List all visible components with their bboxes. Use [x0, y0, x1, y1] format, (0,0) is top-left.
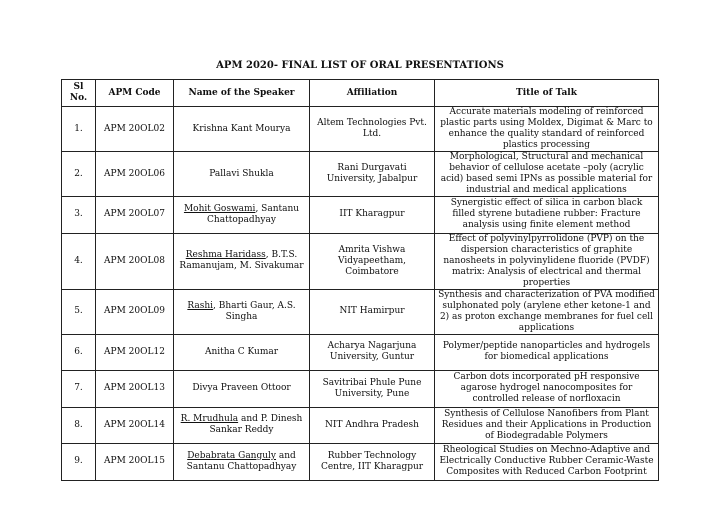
- cell-sl-no: 8.: [62, 407, 96, 444]
- page-title: APM 2020- FINAL LIST OF ORAL PRESENTATIONS: [216, 60, 504, 71]
- cell-title-of-talk: Morphological, Structural and mechanical behavior of cellulose acetate –poly (acrylic acid) based semi IPNs as possible material for industrial and medical applications: [435, 152, 659, 197]
- cell-affiliation: Amrita Vishwa Vidyapeetham, Coimbatore: [310, 233, 435, 289]
- co-authors: Anitha C Kumar: [204, 346, 279, 357]
- cell-title-of-talk: Effect of polyvinylpyrrolidone (PVP) on the dispersion characteristics of graphite nanosheets in polyvinylidene fluoride (PVDF) matrix: Analysis of electrical and thermal properties: [435, 233, 659, 289]
- cell-title-of-talk: Synergistic effect of silica in carbon black filled styrene butadiene rubber: Fracture analysis using finite element method: [435, 197, 659, 234]
- table-row: [62, 107, 659, 152]
- header-apm-code: APM Code: [96, 80, 174, 107]
- cell-speaker: [174, 371, 310, 408]
- cell-affiliation: Altem Technologies Pvt. Ltd.: [310, 107, 435, 152]
- co-authors: Divya Praveen Ottoor: [192, 383, 291, 394]
- co-authors: and Santanu Chattopadhyay: [186, 450, 297, 472]
- cell-title-of-talk: Polymer/peptide nanoparticles and hydrogels for biomedical applications: [435, 334, 659, 371]
- cell-sl-no: 7.: [62, 371, 96, 408]
- presenting-author: Rashi: [187, 300, 214, 311]
- co-authors: and P. Dinesh Sankar Reddy: [209, 414, 303, 436]
- presenting-author: R. Mrudhula: [180, 414, 239, 425]
- cell-title-of-talk: Synthesis and characterization of PVA modified sulphonated poly (arylene ether ketone-1 and 2) as proton exchange membranes for fuel cell applications: [435, 289, 659, 334]
- cell-speaker: [174, 107, 310, 152]
- cell-apm-code: APM 20OL13: [96, 371, 174, 408]
- cell-apm-code: APM 20OL12: [96, 334, 174, 371]
- cell-title-of-talk: Rheological Studies on Mechno-Adaptive and Electrically Conductive Rubber Ceramic-Waste Composites with Reduced Carbon Footprint: [435, 444, 659, 481]
- cell-apm-code: APM 20OL08: [96, 233, 174, 289]
- cell-speaker: [174, 152, 310, 197]
- header-affiliation: Affiliation: [310, 80, 435, 107]
- cell-apm-code: APM 20OL14: [96, 407, 174, 444]
- cell-sl-no: 1.: [62, 107, 96, 152]
- cell-speaker: [174, 289, 310, 334]
- co-authors: , B.T.S. Ramanujam, M. Sivakumar: [179, 250, 304, 271]
- cell-sl-no: 9.: [62, 444, 96, 481]
- cell-speaker: [174, 407, 310, 444]
- cell-title-of-talk: Accurate materials modeling of reinforced plastic parts using Moldex, Digimat & Marc to enhance the quality standard of reinforced plastics processing: [435, 107, 659, 152]
- cell-affiliation: Savitribai Phule Pune University, Pune: [310, 371, 435, 408]
- presenting-author: Reshma Haridass: [185, 250, 266, 260]
- presentations-table: [61, 79, 659, 481]
- cell-sl-no: 4.: [62, 233, 96, 289]
- table-row: [62, 197, 659, 234]
- table-row: [62, 444, 659, 481]
- table-row: [62, 289, 659, 334]
- cell-speaker: [174, 334, 310, 371]
- table-row: [62, 152, 659, 197]
- header-title-of-talk: Title of Talk: [435, 80, 659, 107]
- header-speaker: Name of the Speaker: [174, 80, 310, 107]
- cell-affiliation: Rani Durgavati University, Jabalpur: [310, 152, 435, 197]
- presenting-author: Debabrata Ganguly: [187, 450, 277, 461]
- cell-title-of-talk: Carbon dots incorporated pH responsive agarose hydrogel nanocomposites for controlled release of norfloxacin: [435, 371, 659, 408]
- table-row: [62, 407, 659, 444]
- presenting-author: Mohit Goswami: [183, 203, 256, 214]
- co-authors: Krishna Kant Mourya: [192, 123, 291, 134]
- table-header-row: [62, 80, 659, 107]
- cell-affiliation: Rubber Technology Centre, IIT Kharagpur: [310, 444, 435, 481]
- cell-apm-code: APM 20OL02: [96, 107, 174, 152]
- cell-apm-code: APM 20OL07: [96, 197, 174, 234]
- cell-sl-no: 6.: [62, 334, 96, 371]
- cell-title-of-talk: Synthesis of Cellulose Nanofibers from Plant Residues and their Applications in Production of Biodegradable Polymers: [435, 407, 659, 444]
- co-authors: Pallavi Shukla: [209, 168, 274, 179]
- cell-affiliation: NIT Andhra Pradesh: [310, 407, 435, 444]
- cell-apm-code: APM 20OL15: [96, 444, 174, 481]
- cell-speaker: [174, 444, 310, 481]
- cell-sl-no: 3.: [62, 197, 96, 234]
- co-authors: , Santanu Chattopadhyay: [207, 203, 300, 225]
- cell-affiliation: NIT Hamirpur: [310, 289, 435, 334]
- cell-speaker: [174, 197, 310, 234]
- cell-apm-code: APM 20OL06: [96, 152, 174, 197]
- cell-sl-no: 2.: [62, 152, 96, 197]
- header-sl-no: Sl No.: [62, 80, 96, 107]
- table-row: [62, 334, 659, 371]
- cell-affiliation: Acharya Nagarjuna University, Guntur: [310, 334, 435, 371]
- table-row: [62, 371, 659, 408]
- cell-speaker: [174, 233, 310, 289]
- co-authors: , Bharti Gaur, A.S. Singha: [213, 300, 296, 322]
- table-row: [62, 233, 659, 289]
- cell-apm-code: APM 20OL09: [96, 289, 174, 334]
- cell-sl-no: 5.: [62, 289, 96, 334]
- cell-affiliation: IIT Kharagpur: [310, 197, 435, 234]
